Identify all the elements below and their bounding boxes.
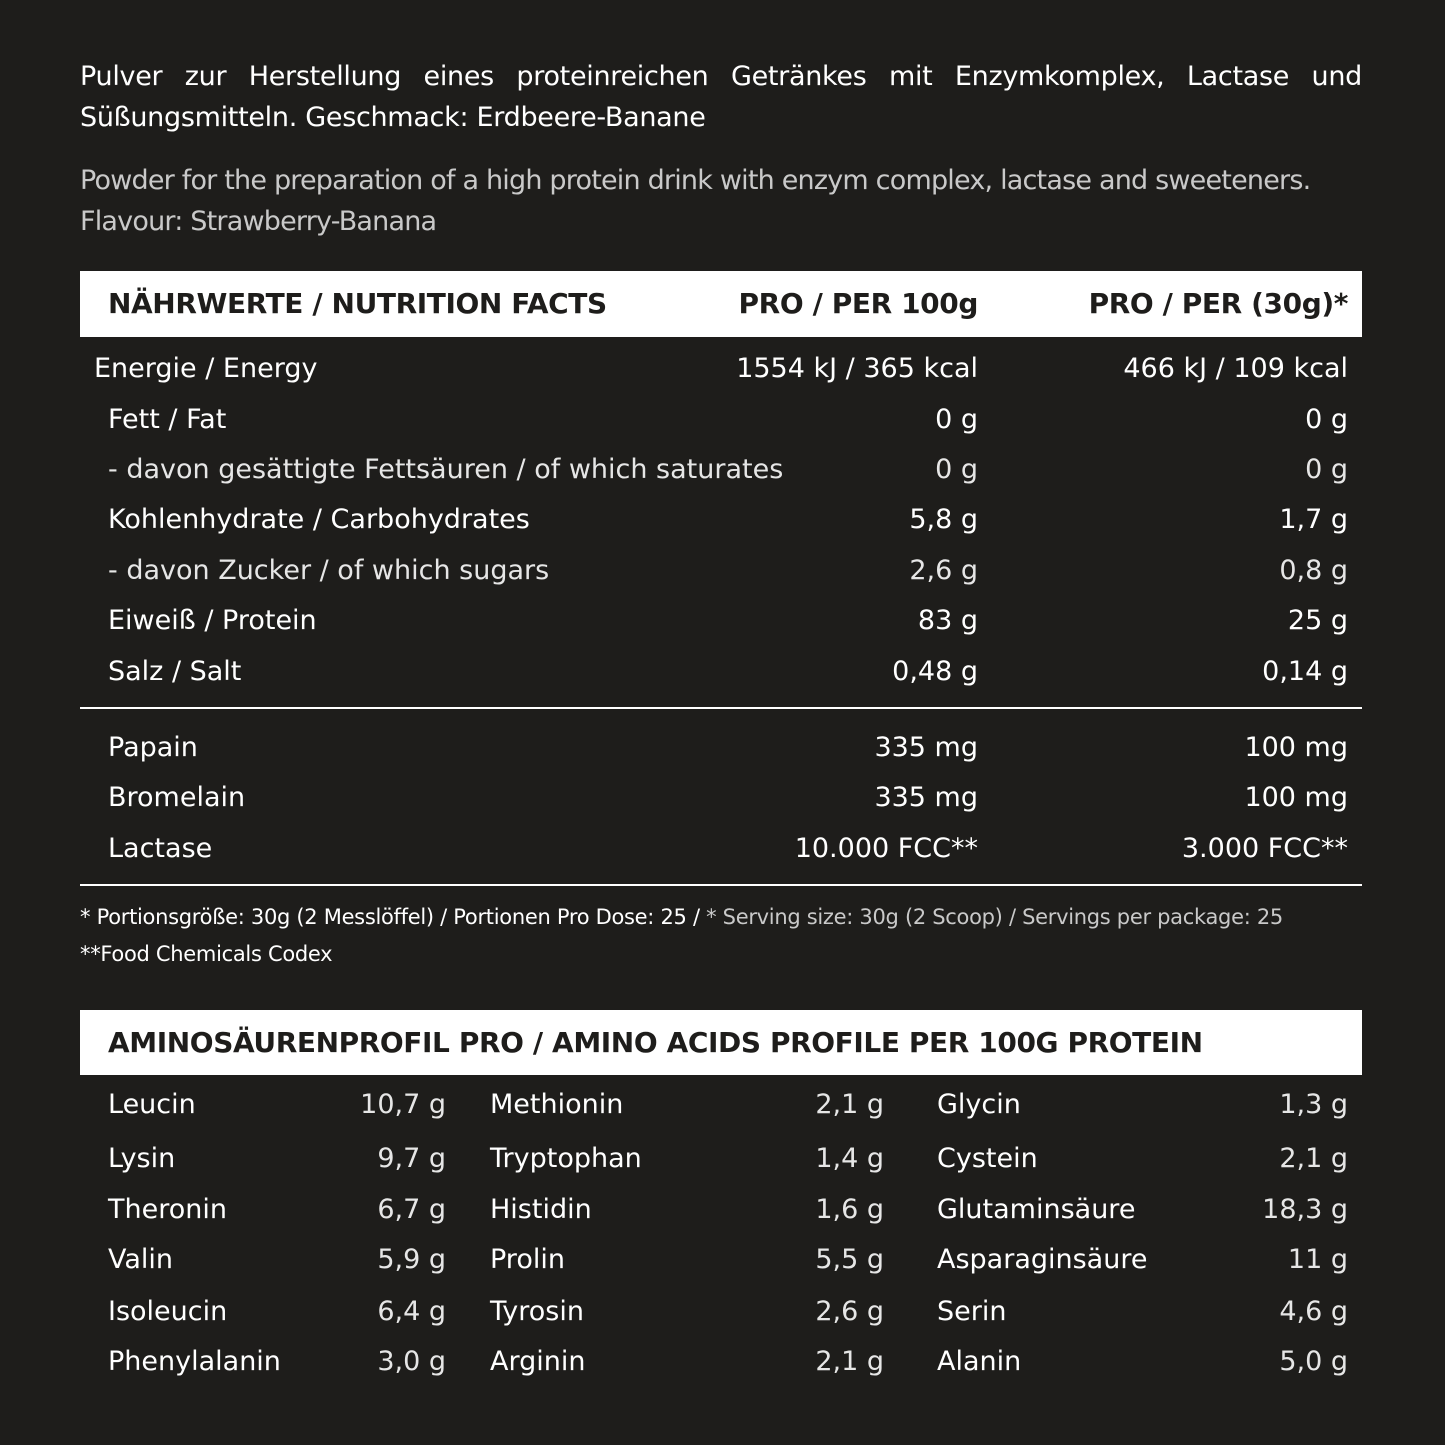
enzyme-row-bromelain — [80, 773, 1362, 823]
per-serving-value: 100 mg — [1244, 732, 1348, 763]
amino-name: Cystein — [937, 1143, 1038, 1174]
amino-amount: 2,1 g — [815, 1346, 884, 1377]
nutrition-row-carbohydrates — [80, 495, 1362, 545]
per-serving-value: 3.000 FCC** — [1181, 833, 1348, 864]
amino-amount: 6,7 g — [377, 1194, 446, 1225]
per-serving-column-header: PRO / PER (30g)* — [1088, 287, 1348, 320]
amino-name: Phenylalanin — [108, 1346, 281, 1377]
amino-row — [80, 1080, 1362, 1130]
amino-amount: 6,4 g — [377, 1296, 446, 1327]
amino-acids-title: AMINOSÄURENPROFIL PRO / AMINO ACIDS PROFILE PER 100G PROTEIN — [108, 1026, 1203, 1059]
amino-name: Tyrosin — [490, 1296, 584, 1327]
amino-row — [80, 1235, 1362, 1285]
nutrition-row-sugars — [80, 546, 1362, 596]
amino-amount: 2,1 g — [1279, 1143, 1348, 1174]
amino-acids-header — [80, 1010, 1362, 1075]
amino-row — [80, 1185, 1362, 1235]
nutrition-row-energy — [80, 344, 1362, 394]
per-serving-value: 100 mg — [1244, 782, 1348, 813]
serving-size-english: * Serving size: 30g (2 Scoop) / Servings per package: 25 — [706, 905, 1283, 929]
enzyme-row-lactase — [80, 824, 1362, 874]
nutrition-label: - davon Zucker / of which sugars — [108, 555, 550, 586]
amino-name: Histidin — [490, 1194, 592, 1225]
amino-amount: 3,0 g — [377, 1346, 446, 1377]
divider — [80, 884, 1362, 886]
nutrition-row-saturates — [80, 445, 1362, 495]
per-serving-value: 0 g — [1305, 404, 1348, 435]
divider — [80, 707, 1362, 709]
amino-name: Asparaginsäure — [937, 1244, 1148, 1275]
nutrition-facts-header — [80, 271, 1362, 337]
amino-name: Glycin — [937, 1089, 1021, 1120]
per-100g-value: 1554 kJ / 365 kcal — [736, 353, 978, 384]
nutrition-label: Eiweiß / Protein — [108, 605, 317, 636]
per-100g-value: 335 mg — [874, 782, 978, 813]
nutrition-row-fat — [80, 395, 1362, 445]
amino-name: Glutaminsäure — [937, 1194, 1136, 1225]
amino-amount: 1,3 g — [1279, 1089, 1348, 1120]
per-100g-value: 0 g — [935, 454, 978, 485]
amino-row — [80, 1287, 1362, 1337]
product-description-english: Powder for the preparation of a high protein drink with enzym complex, lactase and sweeteners. Flavour: Strawberry-Banana — [80, 165, 1311, 237]
amino-row — [80, 1337, 1362, 1387]
per-100g-column-header: PRO / PER 100g — [738, 287, 978, 320]
nutrition-row-protein — [80, 596, 1362, 646]
fcc-footnote: **Food Chemicals Codex — [80, 942, 333, 966]
amino-name: Theronin — [108, 1194, 227, 1225]
nutrition-row-salt — [80, 647, 1362, 697]
per-serving-value: 25 g — [1287, 605, 1348, 636]
enzyme-label: Papain — [108, 732, 198, 763]
amino-name: Prolin — [490, 1244, 565, 1275]
per-100g-value: 83 g — [917, 605, 978, 636]
amino-name: Arginin — [490, 1346, 586, 1377]
per-100g-value: 10.000 FCC** — [794, 833, 978, 864]
amino-name: Leucin — [108, 1089, 196, 1120]
amino-amount: 1,6 g — [815, 1194, 884, 1225]
amino-amount: 9,7 g — [377, 1143, 446, 1174]
nutrition-facts-title: NÄHRWERTE / NUTRITION FACTS — [108, 287, 607, 320]
enzyme-label: Bromelain — [108, 782, 246, 813]
per-serving-value: 1,7 g — [1279, 504, 1348, 535]
serving-size-footnote — [80, 905, 1283, 929]
amino-amount: 1,4 g — [815, 1143, 884, 1174]
nutrition-label: Kohlenhydrate / Carbohydrates — [108, 504, 530, 535]
amino-name: Alanin — [937, 1346, 1022, 1377]
amino-name: Valin — [108, 1244, 174, 1275]
per-100g-value: 335 mg — [874, 732, 978, 763]
amino-name: Lysin — [108, 1143, 176, 1174]
amino-name: Serin — [937, 1296, 1007, 1327]
amino-amount: 2,1 g — [815, 1089, 884, 1120]
amino-amount: 5,0 g — [1279, 1346, 1348, 1377]
amino-amount: 10,7 g — [360, 1089, 446, 1120]
nutrition-label — [80, 0, 1362, 1445]
per-100g-value: 0 g — [935, 404, 978, 435]
per-100g-value: 2,6 g — [909, 555, 978, 586]
per-serving-value: 0 g — [1305, 454, 1348, 485]
amino-amount: 2,6 g — [815, 1296, 884, 1327]
amino-row — [80, 1134, 1362, 1184]
per-serving-value: 466 kJ / 109 kcal — [1123, 353, 1348, 384]
amino-amount: 4,6 g — [1279, 1296, 1348, 1327]
amino-amount: 5,9 g — [377, 1244, 446, 1275]
per-100g-value: 5,8 g — [909, 504, 978, 535]
enzyme-row-papain — [80, 723, 1362, 773]
amino-amount: 5,5 g — [815, 1244, 884, 1275]
amino-amount: 18,3 g — [1262, 1194, 1348, 1225]
amino-amount: 11 g — [1287, 1244, 1348, 1275]
per-serving-value: 0,14 g — [1262, 656, 1348, 687]
per-100g-value: 0,48 g — [892, 656, 978, 687]
enzyme-label: Lactase — [108, 833, 213, 864]
amino-name: Methionin — [490, 1089, 624, 1120]
nutrition-label: Fett / Fat — [108, 404, 227, 435]
per-serving-value: 0,8 g — [1279, 555, 1348, 586]
product-description-german: Pulver zur Herstellung eines proteinreichen Getränkes mit Enzymkomplex, Lactase und Süßungsmitteln. Geschmack: Erdbeere-Banane — [80, 61, 1362, 133]
nutrition-label: Energie / Energy — [94, 353, 318, 384]
nutrition-label: - davon gesättigte Fettsäuren / of which saturates — [108, 454, 784, 485]
serving-size-german: * Portionsgröße: 30g (2 Messlöffel) / Portionen Pro Dose: 25 / — [80, 905, 707, 929]
amino-name: Isoleucin — [108, 1296, 228, 1327]
nutrition-label: Salz / Salt — [108, 656, 242, 687]
amino-name: Tryptophan — [490, 1143, 642, 1174]
